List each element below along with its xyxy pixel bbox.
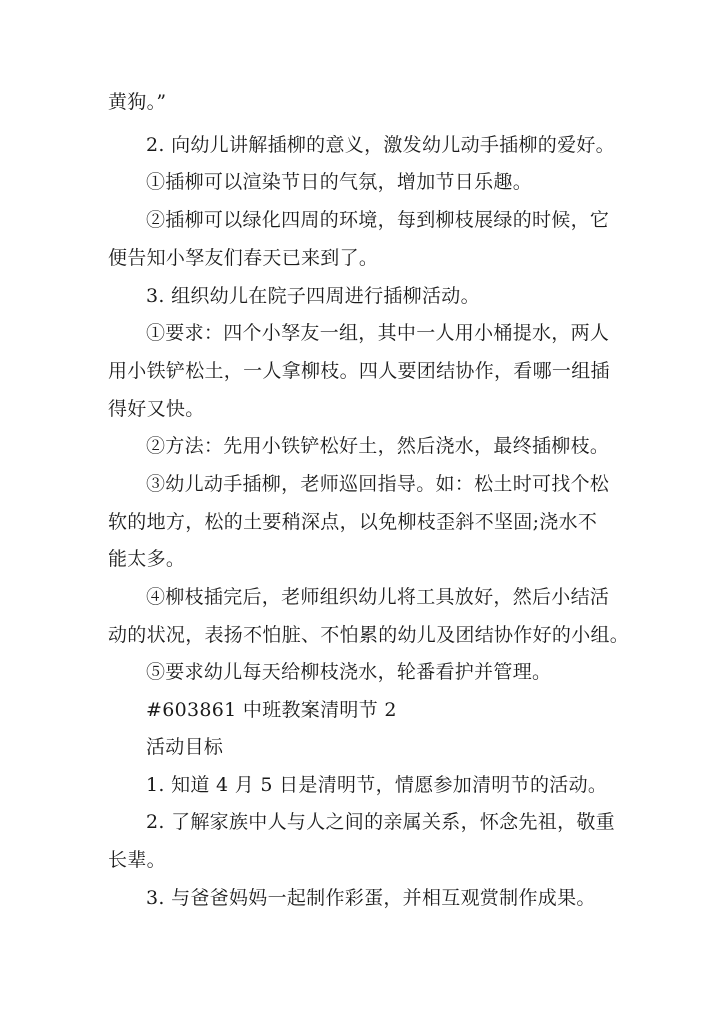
text-line: 1. 知道 4 月 5 日是清明节，情愿参加清明节的活动。 xyxy=(146,774,608,796)
text-line: 长辈。 xyxy=(108,849,166,871)
text-line: ⑤要求幼儿每天给柳枝浇水，轮番看护并管理。 xyxy=(146,661,552,683)
text-line: 3. 与爸爸妈妈一起制作彩蛋，并相互观赏制作成果。 xyxy=(146,887,596,909)
text-line: 能太多。 xyxy=(108,548,186,570)
text-line: 2. 了解家族中人与人之间的亲属关系，怀念先祖，敬重 xyxy=(146,811,615,833)
text-line: 用小铁铲松土，一人拿柳枝。四人要团结协作，看哪一组插 xyxy=(108,360,610,382)
text-line: ②插柳可以绿化四周的环境，每到柳枝展绿的时候，它 xyxy=(146,209,610,231)
text-line: 动的状况，表扬不怕脏、不怕累的幼儿及团结协作好的小组。 xyxy=(108,624,630,646)
text-line: ①插柳可以渲染节日的气氛，增加节日乐趣。 xyxy=(146,171,533,193)
subsection-heading: 活动目标 xyxy=(146,736,224,758)
text-line: 得好又快。 xyxy=(108,398,205,420)
text-line: ①要求：四个小孥友一组，其中一人用小桶提水，两人 xyxy=(146,322,610,344)
text-line: ③幼儿动手插柳，老师巡回指导。如：松土时可找个松 xyxy=(146,473,610,495)
text-line: 黄狗。” xyxy=(108,91,167,113)
text-line: 便告知小孥友们春天已来到了。 xyxy=(108,247,379,269)
text-line: 软的地方，松的土要稍深点，以免柳枝歪斜不坚固;浇水不 xyxy=(108,511,598,533)
text-line: ②方法：先用小铁铲松好土，然后浇水，最终插柳枝。 xyxy=(146,435,610,457)
section-heading: #603861 中班教案清明节 2 xyxy=(146,699,397,721)
text-line: 2. 向幼儿讲解插柳的意义，激发幼儿动手插柳的爱好。 xyxy=(146,134,615,156)
text-line: ④柳枝插完后，老师组织幼儿将工具放好，然后小结活 xyxy=(146,586,610,608)
text-line: 3. 组织幼儿在院子四周进行插柳活动。 xyxy=(146,285,480,307)
